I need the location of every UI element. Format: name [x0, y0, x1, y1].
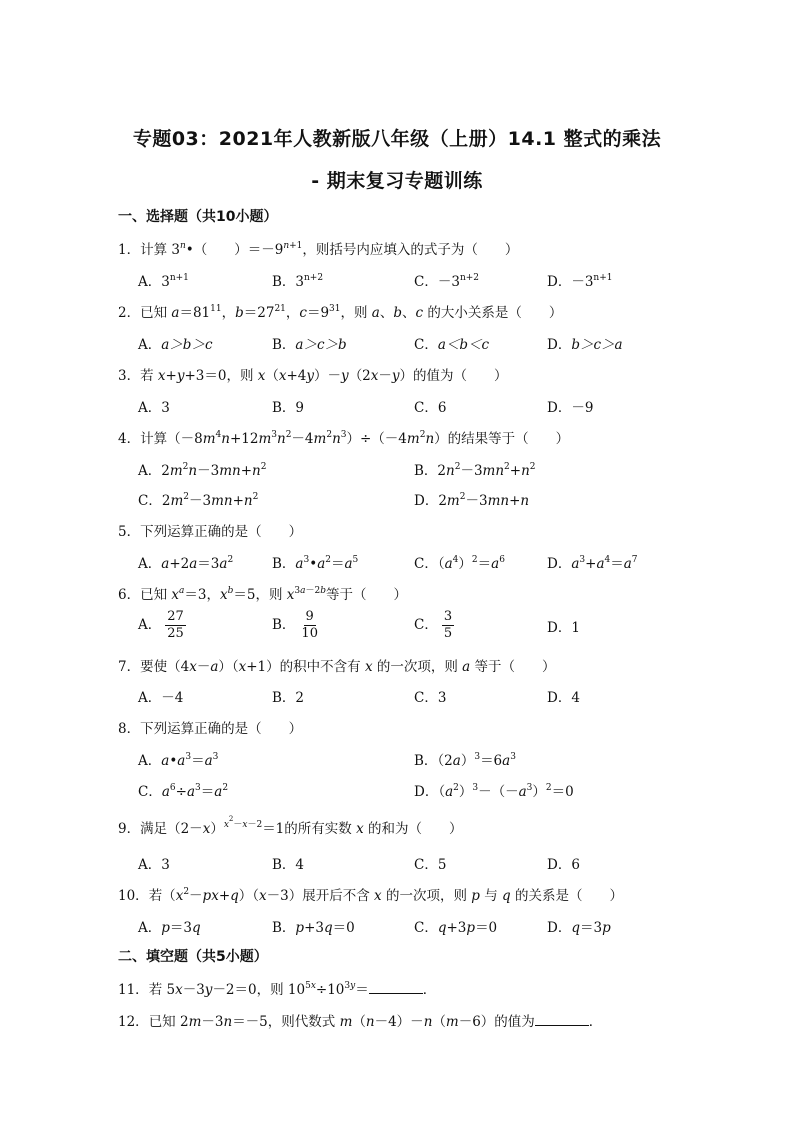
q5-option-c[interactable]: C．$(a^4)^2=a^6$ — [414, 555, 505, 572]
q2-option-c[interactable]: C．a＜b＜c — [414, 337, 490, 353]
q1-option-d[interactable]: D．$-3^{n+1}$ — [547, 273, 613, 290]
question-3: 3．若 x+y+3＝0，则 x（x+4y）－y（2x－y）的值为（ ） — [118, 368, 508, 384]
q8-option-a[interactable]: A．$a•a^3=a^3$ — [138, 752, 219, 769]
q1-option-c[interactable]: C．$-3^{n+2}$ — [414, 273, 480, 290]
question-8: 8．下列运算正确的是（ ） — [118, 721, 303, 737]
question-4: 4．计算$(-8m^4n+12m^3n^2-4m^2n^3)\div(-4m^2n)$的结果等于（ ） — [118, 430, 570, 447]
q12-answer-blank[interactable] — [535, 1013, 589, 1026]
q9-option-b[interactable]: B．4 — [272, 857, 305, 873]
q6-option-c[interactable]: C． $\frac{3}{5}$ — [414, 609, 453, 641]
q4-option-a[interactable]: A．$2m^2n-3mn+n^2$ — [138, 462, 267, 479]
q4-option-b[interactable]: B．$2n^2-3mn^2+n^2$ — [414, 462, 536, 479]
q5-option-a[interactable]: A．$a+2a=3a^2$ — [138, 555, 234, 572]
q1-option-a[interactable]: A．$3^{n+1}$ — [138, 273, 189, 290]
q7-option-d[interactable]: D．4 — [547, 690, 580, 706]
question-1: 1．计算 3$^n$•（ ）$=-9^{n+1}$，则括号内应填入的式子为（ ） — [118, 241, 519, 258]
q4-option-d[interactable]: D．$2m^2-3mn+n$ — [414, 492, 530, 509]
q8-option-b[interactable]: B．$(2a)^3=6a^3$ — [414, 752, 516, 769]
q2-option-b[interactable]: B．a＞c＞b — [272, 337, 347, 353]
question-11: 11．若 5x－3y－2＝0，则 $10^{5x}\div 10^{3y}=$ ． — [118, 981, 437, 998]
q4-option-c[interactable]: C．$2m^2-3mn+n^2$ — [138, 492, 259, 509]
section-choice-heading: 一、选择题（共10小题） — [118, 209, 278, 225]
q3-option-b[interactable]: B．9 — [272, 400, 305, 416]
q8-option-d[interactable]: D．$(a^2)^3-(-a^3)^2=0$ — [414, 783, 574, 800]
q1-option-b[interactable]: B．$3^{n+2}$ — [272, 273, 324, 290]
question-7: 7．要使（4x－a）（x+1）的积中不含有 x 的一次项，则 a 等于（ ） — [118, 659, 556, 675]
question-5: 5．下列运算正确的是（ ） — [118, 524, 303, 540]
q10-option-b[interactable]: B．p+3q＝0 — [272, 920, 355, 936]
q2-option-a[interactable]: A．a＞b＞c — [138, 337, 213, 353]
question-12: 12．已知 2m－3n＝－5，则代数式 m（n－4）－n（m－6）的值为 ． — [118, 1014, 603, 1030]
q7-option-a[interactable]: A．－4 — [138, 690, 184, 706]
q5-option-d[interactable]: D．$a^3+a^4=a^7$ — [547, 555, 638, 572]
section-fill-heading: 二、填空题（共5小题） — [118, 949, 268, 965]
q9-option-a[interactable]: A．3 — [138, 857, 170, 873]
question-6: 6．已知 $x^a=3$，$x^b=5$，则 $x^{3a-2b}$等于（ ） — [118, 586, 407, 603]
q10-option-a[interactable]: A．p＝3q — [138, 920, 201, 936]
q8-option-c[interactable]: C．$a^6\div a^3=a^2$ — [138, 783, 229, 800]
q10-option-d[interactable]: D．q＝3p — [547, 920, 611, 936]
q7-option-c[interactable]: C．3 — [414, 690, 447, 706]
q7-option-b[interactable]: B．2 — [272, 690, 305, 706]
q3-option-d[interactable]: D．－9 — [547, 400, 594, 416]
q9-option-c[interactable]: C．5 — [414, 857, 447, 873]
q3-option-c[interactable]: C．6 — [414, 400, 447, 416]
question-9: 9．满足$(2-x)^{x^2-x-2}=1$的所有实数 x 的和为（ ） — [118, 815, 463, 837]
q2-option-d[interactable]: D．b＞c＞a — [547, 337, 623, 353]
question-2: 2．已知 $a=81^{11}$，$b=27^{21}$，$c=9^{31}$，则 a、b、c 的大小关系是（ ） — [118, 304, 563, 321]
q9-option-d[interactable]: D．6 — [547, 857, 580, 873]
q5-option-b[interactable]: B．$a^3•a^2=a^5$ — [272, 555, 359, 572]
q10-option-c[interactable]: C．q+3p＝0 — [414, 920, 498, 936]
q6-option-d[interactable]: D．1 — [547, 620, 580, 636]
q6-option-a[interactable]: A． $\frac{27}{25}$ — [138, 609, 184, 641]
page-subtitle: - 期末复习专题训练 — [311, 170, 483, 192]
question-10: 10．若$(x^2-px+q)(x-3)$展开后不含 x 的一次项，则 p 与 q 的关系是（ ） — [118, 887, 623, 904]
q3-option-a[interactable]: A．3 — [138, 400, 170, 416]
q11-answer-blank[interactable] — [369, 981, 423, 994]
q6-option-b[interactable]: B． $\frac{9}{10}$ — [272, 609, 318, 641]
page-title: 专题03：2021年人教新版八年级（上册）14.1 整式的乘法 — [132, 128, 662, 150]
